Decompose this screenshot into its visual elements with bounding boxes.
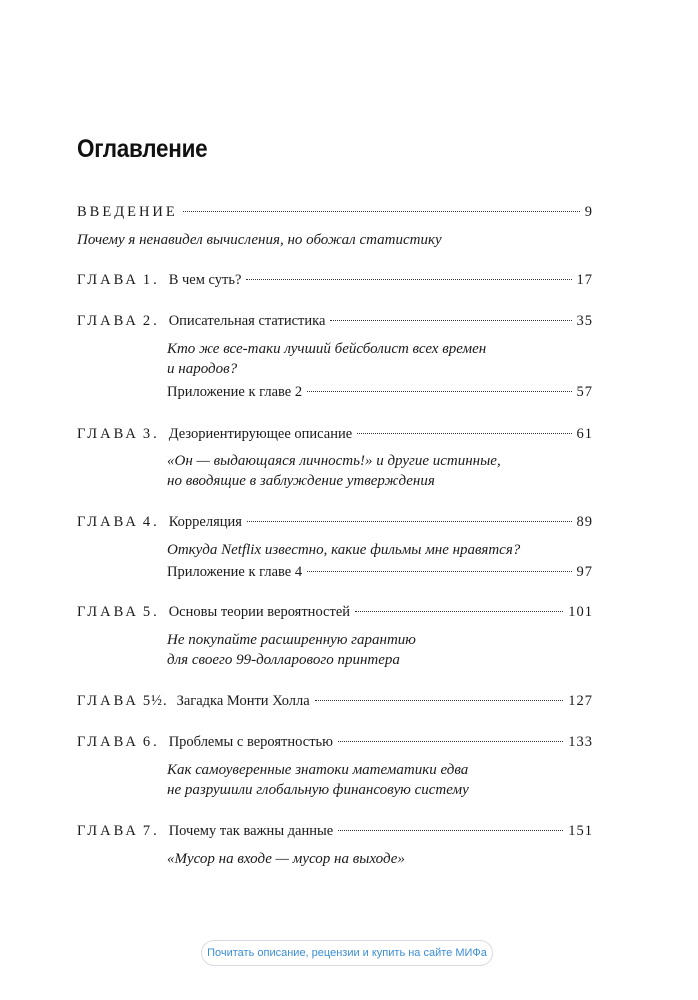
- entry-subtitle-line: Не покупайте расширенную гарантию: [167, 632, 416, 648]
- toc-entry-chapter-1: [77, 272, 593, 294]
- entry-label: ГЛАВА: [77, 313, 139, 329]
- chapter-number: 3.: [142, 426, 160, 442]
- entry-subtitle-line: для своего 99-долларового принтера: [167, 652, 400, 668]
- page-number: 61: [576, 426, 593, 442]
- entry-subtitle-line: «Мусор на входе — мусор на выходе»: [167, 851, 405, 867]
- dot-leader: [307, 571, 571, 572]
- page-number: 17: [576, 272, 593, 288]
- chapter-number: 4.: [142, 514, 160, 530]
- entry-label: ГЛАВА: [77, 272, 139, 288]
- chapter-title: Проблемы с вероятностью: [168, 734, 333, 750]
- toc-entry-appendix-4: [167, 564, 593, 586]
- page-title: Оглавление: [77, 135, 208, 163]
- dot-leader: [355, 611, 563, 612]
- page-number: 151: [568, 823, 593, 839]
- page-number: 127: [568, 693, 593, 709]
- chapter-title: Корреляция: [168, 514, 242, 530]
- dot-leader: [315, 700, 564, 701]
- buy-on-mif-link[interactable]: Почитать описание, рецензии и купить на сайте МИФа: [201, 940, 493, 966]
- dot-leader: [183, 211, 580, 212]
- toc-entry-chapter-5-half: [77, 693, 593, 715]
- chapter-title: Почему так важны данные: [168, 823, 334, 839]
- entry-label: ГЛАВА: [77, 426, 139, 442]
- entry-label: ГЛАВА: [77, 823, 139, 839]
- toc-entry-intro: [77, 204, 593, 226]
- page-number: 133: [568, 734, 593, 750]
- page-number: 101: [568, 604, 593, 620]
- appendix-title: Приложение к главе 4: [167, 564, 303, 580]
- toc-entry-appendix-2: [167, 384, 593, 406]
- chapter-title: Описательная статистика: [168, 313, 326, 329]
- dot-leader: [330, 320, 571, 321]
- chapter-title: Загадка Монти Холла: [176, 693, 310, 709]
- dot-leader: [338, 830, 563, 831]
- chapter-title: Дезориентирующее описание: [168, 426, 353, 442]
- page-number: 97: [576, 564, 593, 580]
- chapter-number: 1.: [142, 272, 160, 288]
- chapter-number: 5½.: [142, 693, 168, 709]
- toc-entry-chapter-2: [77, 313, 593, 335]
- chapter-number: 2.: [142, 313, 160, 329]
- chapter-number: 7.: [142, 823, 160, 839]
- chapter-title: Основы теории вероятностей: [168, 604, 351, 620]
- page-number: 57: [576, 384, 593, 400]
- page-number: 89: [576, 514, 593, 530]
- entry-label: ВВЕДЕНИЕ: [77, 204, 178, 220]
- entry-subtitle-line: Откуда Netflix известно, какие фильмы мне нравятся?: [167, 542, 521, 558]
- entry-label: ГЛАВА: [77, 734, 139, 750]
- entry-subtitle-line: не разрушили глобальную финансовую систему: [167, 782, 469, 798]
- entry-subtitle-line: Как самоуверенные знатоки математики едва: [167, 762, 469, 778]
- toc-entry-chapter-5: [77, 604, 593, 626]
- dot-leader: [247, 521, 572, 522]
- chapter-number: 5.: [142, 604, 160, 620]
- appendix-title: Приложение к главе 2: [167, 384, 303, 400]
- entry-label: ГЛАВА: [77, 604, 139, 620]
- page-number: 9: [584, 204, 593, 220]
- entry-subtitle-line: «Он — выдающаяся личность!» и другие истинные,: [167, 453, 501, 469]
- dot-leader: [357, 433, 571, 434]
- entry-subtitle-line: и народов?: [167, 361, 238, 377]
- toc-entry-chapter-6: [77, 734, 593, 756]
- toc-entry-chapter-4: [77, 514, 593, 536]
- entry-subtitle: Почему я ненавидел вычисления, но обожал статистику: [77, 232, 442, 248]
- toc-entry-chapter-3: [77, 426, 593, 448]
- entry-label: ГЛАВА: [77, 693, 139, 709]
- dot-leader: [307, 391, 571, 392]
- toc-entry-chapter-7: [77, 823, 593, 845]
- chapter-number: 6.: [142, 734, 160, 750]
- entry-label: ГЛАВА: [77, 514, 139, 530]
- dot-leader: [246, 279, 571, 280]
- chapter-title: В чем суть?: [168, 272, 242, 288]
- page-number: 35: [576, 313, 593, 329]
- entry-subtitle-line: Кто же все-таки лучший бейсболист всех времен: [167, 341, 487, 357]
- dot-leader: [338, 741, 563, 742]
- entry-subtitle-line: но вводящие в заблуждение утверждения: [167, 473, 435, 489]
